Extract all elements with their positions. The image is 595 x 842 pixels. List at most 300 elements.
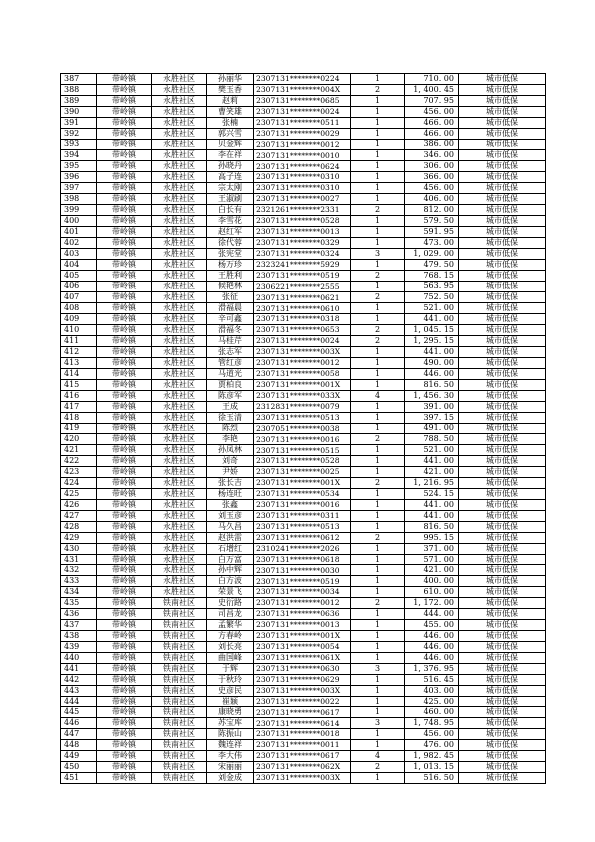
household-size-cell: 1 (351, 95, 405, 106)
table-body (61, 74, 546, 784)
household-size-cell: 1 (351, 740, 405, 751)
amount-cell: 707. 95 (405, 95, 459, 106)
amount-cell: 816. 50 (405, 521, 459, 532)
community-cell: 永胜社区 (152, 336, 207, 347)
town-cell: 带岭镇 (97, 336, 152, 347)
community-cell: 永胜社区 (152, 95, 207, 106)
community-cell: 永胜社区 (152, 467, 207, 478)
category-cell: 城市低保 (459, 74, 546, 85)
category-cell: 城市低保 (459, 183, 546, 194)
town-cell: 带岭镇 (97, 576, 152, 587)
name-cell: 滑福晨 (207, 303, 254, 314)
name-cell: 苏宝库 (207, 718, 254, 729)
category-cell: 城市低保 (459, 172, 546, 183)
table-row (61, 510, 546, 521)
household-size-cell: 1 (351, 543, 405, 554)
town-cell: 带岭镇 (97, 368, 152, 379)
town-cell: 带岭镇 (97, 401, 152, 412)
name-cell: 贝金辉 (207, 139, 254, 150)
id-number-cell: 2307131********0025 (254, 467, 351, 478)
name-cell: 樊玉香 (207, 84, 254, 95)
community-cell: 永胜社区 (152, 183, 207, 194)
id-number-cell: 2307131********0515 (254, 445, 351, 456)
id-number-cell: 2307131********001X (254, 379, 351, 390)
id-number-cell: 2307131********0029 (254, 128, 351, 139)
row-number-cell: 403 (61, 248, 97, 259)
id-number-cell: 2307131********0034 (254, 587, 351, 598)
id-number-cell: 2307131********003X (254, 773, 351, 784)
table-row (61, 106, 546, 117)
community-cell: 永胜社区 (152, 412, 207, 423)
household-size-cell: 1 (351, 128, 405, 139)
category-cell: 城市低保 (459, 631, 546, 642)
household-size-cell: 4 (351, 751, 405, 762)
town-cell: 带岭镇 (97, 314, 152, 325)
table-row (61, 150, 546, 161)
id-number-cell: 2307131********003X (254, 347, 351, 358)
id-number-cell: 2307131********0016 (254, 434, 351, 445)
category-cell: 城市低保 (459, 194, 546, 205)
row-number-cell: 437 (61, 620, 97, 631)
table-row (61, 325, 546, 336)
household-size-cell: 1 (351, 696, 405, 707)
household-size-cell: 1 (351, 773, 405, 784)
id-number-cell: 2307131********0058 (254, 368, 351, 379)
amount-cell: 371. 00 (405, 543, 459, 554)
table-row (61, 248, 546, 259)
household-size-cell: 1 (351, 652, 405, 663)
community-cell: 永胜社区 (152, 445, 207, 456)
community-cell: 永胜社区 (152, 532, 207, 543)
name-cell: 曹笑雄 (207, 106, 254, 117)
name-cell: 马桂芹 (207, 336, 254, 347)
household-size-cell: 2 (351, 270, 405, 281)
name-cell: 马久昌 (207, 521, 254, 532)
category-cell: 城市低保 (459, 259, 546, 270)
id-number-cell: 2307131********0224 (254, 74, 351, 85)
community-cell: 铁南社区 (152, 740, 207, 751)
category-cell: 城市低保 (459, 773, 546, 784)
community-cell: 永胜社区 (152, 434, 207, 445)
row-number-cell: 420 (61, 434, 97, 445)
table-row (61, 685, 546, 696)
category-cell: 城市低保 (459, 565, 546, 576)
town-cell: 带岭镇 (97, 554, 152, 565)
town-cell: 带岭镇 (97, 652, 152, 663)
household-size-cell: 1 (351, 499, 405, 510)
town-cell: 带岭镇 (97, 259, 152, 270)
town-cell: 带岭镇 (97, 150, 152, 161)
id-number-cell: 2307131********0011 (254, 740, 351, 751)
table-row (61, 543, 546, 554)
amount-cell: 391. 00 (405, 401, 459, 412)
id-number-cell: 2307131********0534 (254, 489, 351, 500)
amount-cell: 473. 00 (405, 237, 459, 248)
community-cell: 永胜社区 (152, 347, 207, 358)
row-number-cell: 407 (61, 292, 97, 303)
row-number-cell: 392 (61, 128, 97, 139)
table-row (61, 740, 546, 751)
name-cell: 王胜利 (207, 270, 254, 281)
table-row (61, 226, 546, 237)
name-cell: 曲国峰 (207, 652, 254, 663)
name-cell: 康晓勇 (207, 707, 254, 718)
community-cell: 永胜社区 (152, 139, 207, 150)
amount-cell: 460. 00 (405, 707, 459, 718)
name-cell: 白万富 (207, 554, 254, 565)
amount-cell: 1, 029. 00 (405, 248, 459, 259)
category-cell: 城市低保 (459, 336, 546, 347)
household-size-cell: 1 (351, 510, 405, 521)
category-cell: 城市低保 (459, 270, 546, 281)
row-number-cell: 433 (61, 576, 97, 587)
id-number-cell: 2307131********061X (254, 652, 351, 663)
id-number-cell: 2307131********0513 (254, 412, 351, 423)
name-cell: 于秋玲 (207, 674, 254, 685)
amount-cell: 425. 00 (405, 696, 459, 707)
category-cell: 城市低保 (459, 226, 546, 237)
table-row (61, 434, 546, 445)
name-cell: 李雪花 (207, 215, 254, 226)
table-row (61, 598, 546, 609)
table-row (61, 74, 546, 85)
name-cell: 李大伟 (207, 751, 254, 762)
household-size-cell: 2 (351, 205, 405, 216)
community-cell: 永胜社区 (152, 259, 207, 270)
table-row (61, 456, 546, 467)
amount-cell: 563. 95 (405, 281, 459, 292)
category-cell: 城市低保 (459, 696, 546, 707)
row-number-cell: 442 (61, 674, 97, 685)
category-cell: 城市低保 (459, 663, 546, 674)
category-cell: 城市低保 (459, 390, 546, 401)
category-cell: 城市低保 (459, 751, 546, 762)
id-number-cell: 2307131********0030 (254, 565, 351, 576)
town-cell: 带岭镇 (97, 84, 152, 95)
amount-cell: 491. 00 (405, 423, 459, 434)
community-cell: 铁南社区 (152, 729, 207, 740)
amount-cell: 1, 045. 15 (405, 325, 459, 336)
row-number-cell: 424 (61, 478, 97, 489)
id-number-cell: 2307131********0013 (254, 620, 351, 631)
town-cell: 带岭镇 (97, 95, 152, 106)
name-cell: 张征 (207, 292, 254, 303)
household-size-cell: 1 (351, 150, 405, 161)
town-cell: 带岭镇 (97, 139, 152, 150)
category-cell: 城市低保 (459, 401, 546, 412)
amount-cell: 490. 00 (405, 357, 459, 368)
household-size-cell: 3 (351, 248, 405, 259)
table-row (61, 631, 546, 642)
town-cell: 带岭镇 (97, 172, 152, 183)
household-size-cell: 1 (351, 620, 405, 631)
id-number-cell: 2307131********0324 (254, 248, 351, 259)
amount-cell: 456. 00 (405, 729, 459, 740)
amount-cell: 441. 00 (405, 347, 459, 358)
row-number-cell: 408 (61, 303, 97, 314)
name-cell: 赵洪雷 (207, 532, 254, 543)
id-number-cell: 2307131********001X (254, 478, 351, 489)
row-number-cell: 393 (61, 139, 97, 150)
category-cell: 城市低保 (459, 674, 546, 685)
amount-cell: 446. 00 (405, 641, 459, 652)
name-cell: 刘奇 (207, 456, 254, 467)
id-number-cell: 2307131********0027 (254, 194, 351, 205)
household-size-cell: 1 (351, 106, 405, 117)
row-number-cell: 423 (61, 467, 97, 478)
id-number-cell: 2307131********0013 (254, 226, 351, 237)
id-number-cell: 2307131********0310 (254, 183, 351, 194)
name-cell: 宗太刚 (207, 183, 254, 194)
row-number-cell: 449 (61, 751, 97, 762)
name-cell: 辛可鑫 (207, 314, 254, 325)
table-row (61, 641, 546, 652)
category-cell: 城市低保 (459, 281, 546, 292)
id-number-cell: 2306221********2555 (254, 281, 351, 292)
category-cell: 城市低保 (459, 510, 546, 521)
category-cell: 城市低保 (459, 652, 546, 663)
name-cell: 尹娇 (207, 467, 254, 478)
row-number-cell: 412 (61, 347, 97, 358)
amount-cell: 816. 50 (405, 379, 459, 390)
name-cell: 魏连祥 (207, 740, 254, 751)
amount-cell: 456. 00 (405, 106, 459, 117)
community-cell: 永胜社区 (152, 368, 207, 379)
id-number-cell: 2307131********0311 (254, 510, 351, 521)
amount-cell: 421. 00 (405, 565, 459, 576)
row-number-cell: 398 (61, 194, 97, 205)
household-size-cell: 1 (351, 685, 405, 696)
name-cell: 杨连旺 (207, 489, 254, 500)
table-row (61, 412, 546, 423)
name-cell: 刘玉彦 (207, 510, 254, 521)
table-row (61, 237, 546, 248)
table-row (61, 620, 546, 631)
town-cell: 带岭镇 (97, 248, 152, 259)
community-cell: 永胜社区 (152, 215, 207, 226)
name-cell: 陈彦军 (207, 390, 254, 401)
name-cell: 马道光 (207, 368, 254, 379)
amount-cell: 441. 00 (405, 314, 459, 325)
category-cell: 城市低保 (459, 84, 546, 95)
town-cell: 带岭镇 (97, 226, 152, 237)
household-size-cell: 1 (351, 74, 405, 85)
row-number-cell: 410 (61, 325, 97, 336)
category-cell: 城市低保 (459, 368, 546, 379)
category-cell: 城市低保 (459, 117, 546, 128)
amount-cell: 1, 748. 95 (405, 718, 459, 729)
id-number-cell: 2307131********0024 (254, 106, 351, 117)
town-cell: 带岭镇 (97, 499, 152, 510)
category-cell: 城市低保 (459, 106, 546, 117)
community-cell: 永胜社区 (152, 543, 207, 554)
town-cell: 带岭镇 (97, 117, 152, 128)
community-cell: 永胜社区 (152, 390, 207, 401)
community-cell: 铁南社区 (152, 707, 207, 718)
community-cell: 铁南社区 (152, 773, 207, 784)
amount-cell: 516. 50 (405, 773, 459, 784)
table-row (61, 773, 546, 784)
name-cell: 刘长亮 (207, 641, 254, 652)
id-number-cell: 2307131********0310 (254, 172, 351, 183)
category-cell: 城市低保 (459, 707, 546, 718)
row-number-cell: 434 (61, 587, 97, 598)
table-row (61, 467, 546, 478)
household-size-cell: 1 (351, 489, 405, 500)
name-cell: 史衍路 (207, 598, 254, 609)
amount-cell: 812. 00 (405, 205, 459, 216)
amount-cell: 397. 15 (405, 412, 459, 423)
amount-cell: 400. 00 (405, 576, 459, 587)
table-row (61, 215, 546, 226)
town-cell: 带岭镇 (97, 641, 152, 652)
household-size-cell: 1 (351, 259, 405, 270)
category-cell: 城市低保 (459, 357, 546, 368)
row-number-cell: 450 (61, 762, 97, 773)
household-size-cell: 2 (351, 478, 405, 489)
amount-cell: 571. 00 (405, 554, 459, 565)
table-row (61, 587, 546, 598)
household-size-cell: 1 (351, 368, 405, 379)
row-number-cell: 406 (61, 281, 97, 292)
row-number-cell: 443 (61, 685, 97, 696)
town-cell: 带岭镇 (97, 357, 152, 368)
category-cell: 城市低保 (459, 576, 546, 587)
community-cell: 永胜社区 (152, 117, 207, 128)
id-number-cell: 2307131********0318 (254, 314, 351, 325)
id-number-cell: 2307131********0614 (254, 718, 351, 729)
town-cell: 带岭镇 (97, 237, 152, 248)
id-number-cell: 2307131********0636 (254, 609, 351, 620)
amount-cell: 441. 00 (405, 456, 459, 467)
id-number-cell: 2307131********0511 (254, 117, 351, 128)
row-number-cell: 451 (61, 773, 97, 784)
row-number-cell: 419 (61, 423, 97, 434)
amount-cell: 1, 013. 15 (405, 762, 459, 773)
table-row (61, 95, 546, 106)
row-number-cell: 426 (61, 499, 97, 510)
table-row (61, 368, 546, 379)
town-cell: 带岭镇 (97, 270, 152, 281)
table-row (61, 292, 546, 303)
row-number-cell: 390 (61, 106, 97, 117)
community-cell: 永胜社区 (152, 325, 207, 336)
row-number-cell: 445 (61, 707, 97, 718)
row-number-cell: 441 (61, 663, 97, 674)
community-cell: 永胜社区 (152, 314, 207, 325)
town-cell: 带岭镇 (97, 631, 152, 642)
amount-cell: 516. 45 (405, 674, 459, 685)
community-cell: 铁南社区 (152, 663, 207, 674)
amount-cell: 366. 00 (405, 172, 459, 183)
id-number-cell: 2307131********033X (254, 390, 351, 401)
row-number-cell: 417 (61, 401, 97, 412)
id-number-cell: 2307131********0012 (254, 598, 351, 609)
community-cell: 永胜社区 (152, 565, 207, 576)
name-cell: 管红彦 (207, 357, 254, 368)
row-number-cell: 394 (61, 150, 97, 161)
household-size-cell: 1 (351, 161, 405, 172)
household-size-cell: 1 (351, 565, 405, 576)
table-row (61, 674, 546, 685)
name-cell: 陈振山 (207, 729, 254, 740)
name-cell: 宋丽丽 (207, 762, 254, 773)
name-cell: 张志军 (207, 347, 254, 358)
id-number-cell: 2307131********0513 (254, 521, 351, 532)
category-cell: 城市低保 (459, 303, 546, 314)
amount-cell: 521. 00 (405, 445, 459, 456)
community-cell: 永胜社区 (152, 172, 207, 183)
table-row (61, 314, 546, 325)
amount-cell: 466. 00 (405, 128, 459, 139)
town-cell: 带岭镇 (97, 598, 152, 609)
name-cell: 张鑫 (207, 499, 254, 510)
table-row (61, 478, 546, 489)
amount-cell: 406. 00 (405, 194, 459, 205)
row-number-cell: 404 (61, 259, 97, 270)
row-number-cell: 411 (61, 336, 97, 347)
id-number-cell: 2307131********0630 (254, 663, 351, 674)
row-number-cell: 418 (61, 412, 97, 423)
amount-cell: 1, 400. 45 (405, 84, 459, 95)
amount-cell: 579. 50 (405, 215, 459, 226)
table-row (61, 183, 546, 194)
table-row (61, 303, 546, 314)
table-row (61, 336, 546, 347)
name-cell: 贾柏良 (207, 379, 254, 390)
town-cell: 带岭镇 (97, 620, 152, 631)
household-size-cell: 1 (351, 379, 405, 390)
table-row (61, 161, 546, 172)
household-size-cell: 1 (351, 194, 405, 205)
id-number-cell: 2307131********0329 (254, 237, 351, 248)
town-cell: 带岭镇 (97, 609, 152, 620)
community-cell: 永胜社区 (152, 423, 207, 434)
household-size-cell: 1 (351, 183, 405, 194)
id-number-cell: 2307131********0022 (254, 696, 351, 707)
name-cell: 司昌龙 (207, 609, 254, 620)
row-number-cell: 389 (61, 95, 97, 106)
name-cell: 于辉 (207, 663, 254, 674)
town-cell: 带岭镇 (97, 467, 152, 478)
category-cell: 城市低保 (459, 379, 546, 390)
amount-cell: 466. 00 (405, 117, 459, 128)
name-cell: 荣景飞 (207, 587, 254, 598)
amount-cell: 441. 00 (405, 510, 459, 521)
row-number-cell: 432 (61, 565, 97, 576)
community-cell: 永胜社区 (152, 226, 207, 237)
table-row (61, 128, 546, 139)
table-row (61, 532, 546, 543)
table-row (61, 379, 546, 390)
id-number-cell: 2307131********0519 (254, 270, 351, 281)
row-number-cell: 396 (61, 172, 97, 183)
household-size-cell: 1 (351, 347, 405, 358)
id-number-cell: 2307131********0685 (254, 95, 351, 106)
community-cell: 铁南社区 (152, 762, 207, 773)
name-cell: 郭兴雪 (207, 128, 254, 139)
community-cell: 铁南社区 (152, 751, 207, 762)
table-row (61, 205, 546, 216)
town-cell: 带岭镇 (97, 183, 152, 194)
town-cell: 带岭镇 (97, 281, 152, 292)
row-number-cell: 429 (61, 532, 97, 543)
category-cell: 城市低保 (459, 554, 546, 565)
category-cell: 城市低保 (459, 314, 546, 325)
community-cell: 永胜社区 (152, 401, 207, 412)
id-number-cell: 2307131********0018 (254, 729, 351, 740)
row-number-cell: 427 (61, 510, 97, 521)
